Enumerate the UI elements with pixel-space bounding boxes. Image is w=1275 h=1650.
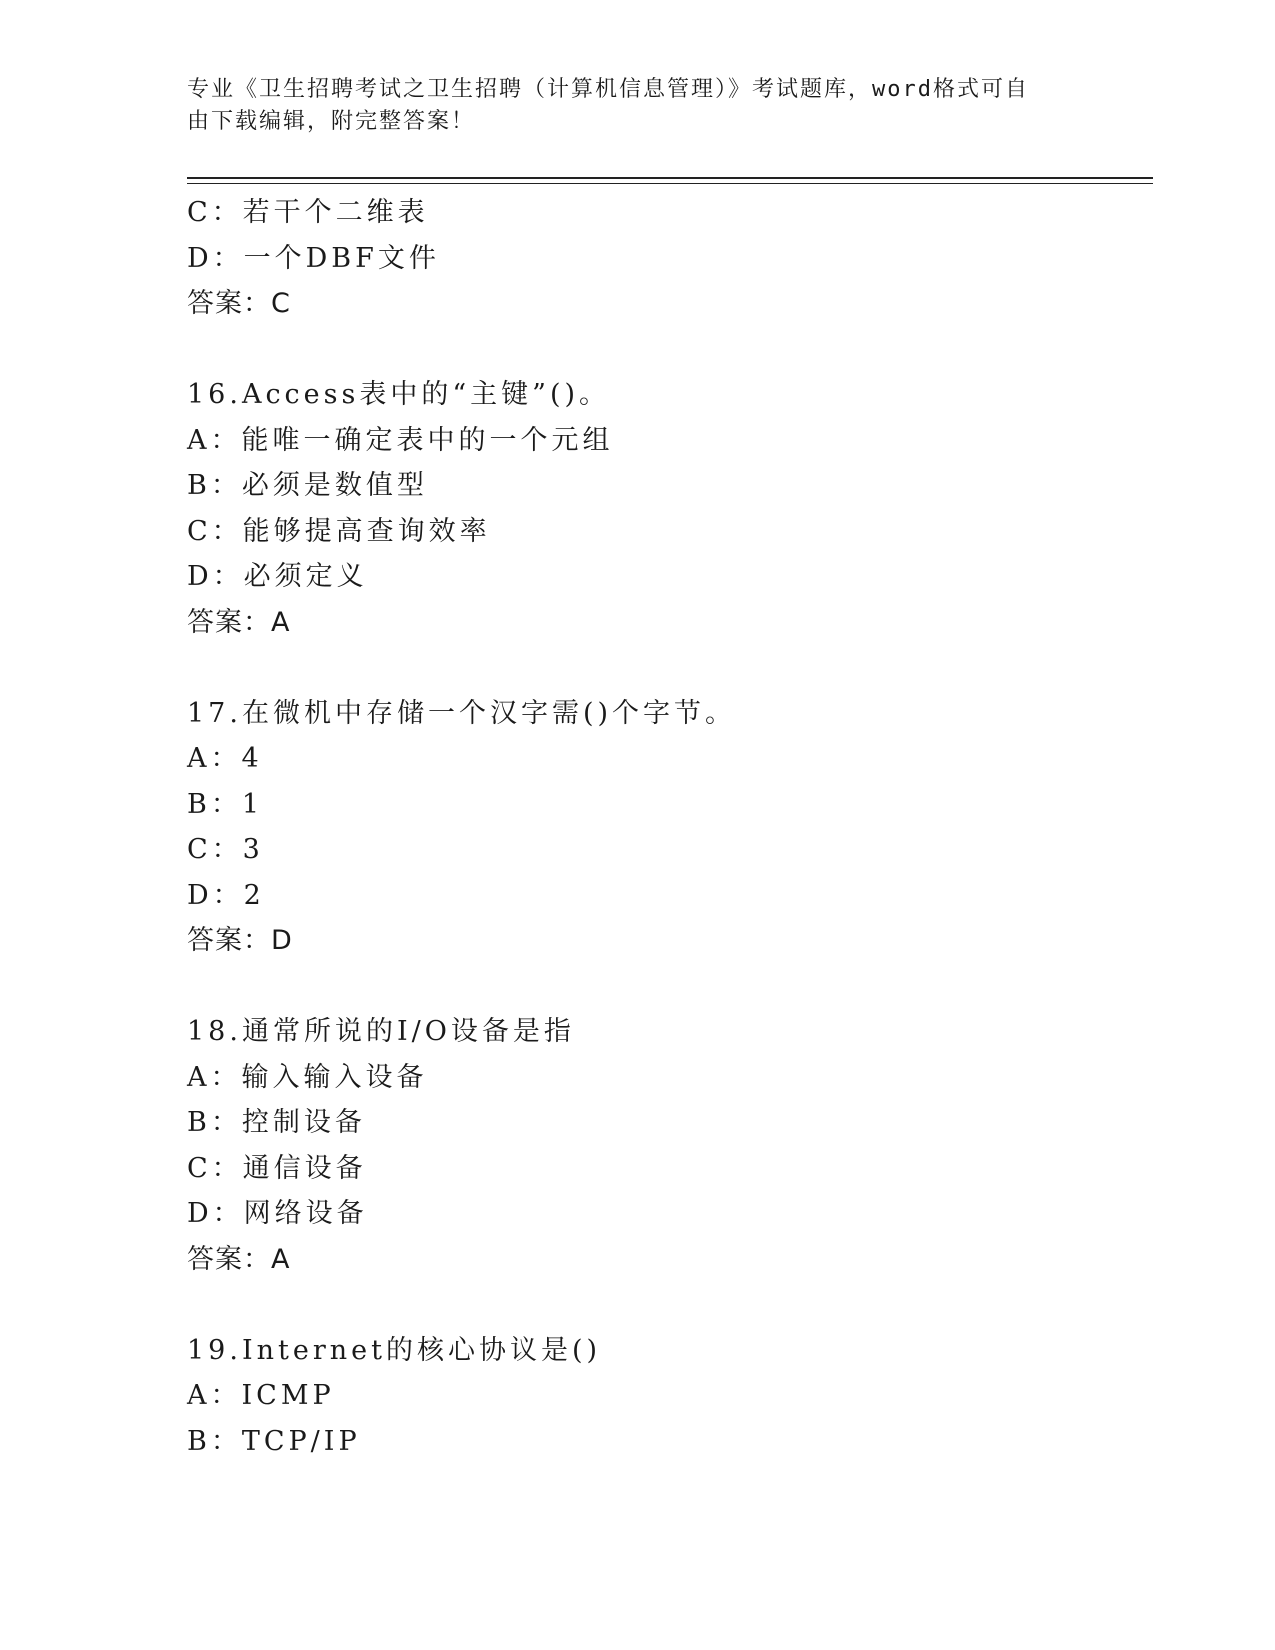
option-a: A：4 [187, 743, 263, 774]
option-b: B：TCP/IP [187, 1425, 361, 1457]
option-d: D：一个DBF文件 [187, 242, 440, 274]
question-18 [187, 1009, 1147, 1282]
spacer [187, 645, 1147, 691]
option-b: B：1 [187, 788, 264, 820]
question-list [187, 190, 1147, 1464]
option-c: C：若干个二维表 [187, 197, 429, 228]
option-a: A：输入输入设备 [187, 1061, 428, 1093]
answer-line: 答案：C [187, 288, 291, 319]
option-c: C：能够提高查询效率 [187, 515, 491, 547]
header-line-2: 由下载编辑，附完整答案！ [187, 109, 476, 134]
answer-line: 答案：D [187, 925, 293, 956]
option-b: B：控制设备 [187, 1107, 366, 1138]
answer-line: 答案：A [187, 1243, 291, 1275]
spacer [187, 964, 1147, 1010]
option-c: C：3 [187, 834, 264, 865]
document-header [187, 74, 1067, 138]
question-16 [187, 372, 1147, 645]
option-c: C：通信设备 [187, 1152, 367, 1184]
option-b: B：必须是数值型 [187, 470, 428, 501]
question-fragment [187, 190, 1147, 327]
question-text: 16.Access表中的“主键”()。 [187, 379, 611, 410]
header-line-1: 专业《卫生招聘考试之卫生招聘（计算机信息管理）》考试题库，word格式可自 [187, 77, 1029, 102]
question-text: 18.通常所说的I/O设备是指 [187, 1016, 575, 1047]
option-d: D：必须定义 [187, 561, 368, 592]
option-d: D：2 [187, 879, 265, 911]
option-d: D：网络设备 [187, 1198, 368, 1229]
spacer [187, 327, 1147, 373]
question-17 [187, 691, 1147, 964]
question-19 [187, 1328, 1147, 1465]
option-a: A：ICMP [187, 1380, 335, 1411]
question-text: 17.在微机中存储一个汉字需()个字节。 [187, 697, 737, 729]
question-text: 19.Internet的核心协议是() [187, 1334, 602, 1366]
header-divider-thick [187, 177, 1153, 179]
option-a: A：能唯一确定表中的一个元组 [187, 424, 614, 456]
header-divider-thin [187, 183, 1153, 184]
answer-line: 答案：A [187, 606, 291, 638]
spacer [187, 1282, 1147, 1328]
